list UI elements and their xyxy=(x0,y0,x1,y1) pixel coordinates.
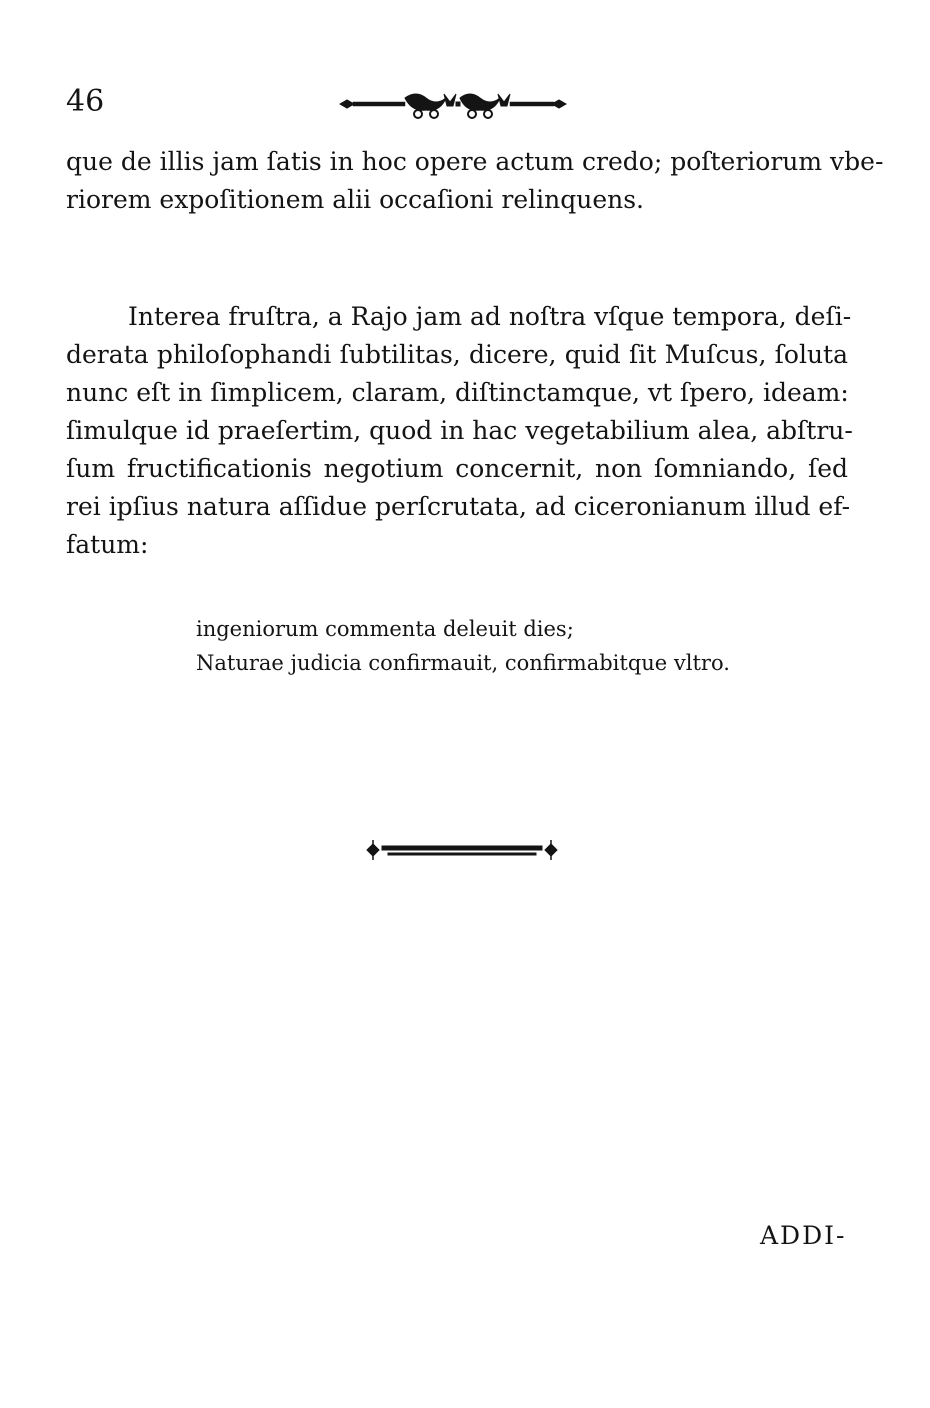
text-line: nunc eſt in ſimplicem, claram, diſtinctamque, vt ſpero, ideam: xyxy=(66,378,849,407)
tailpiece-ornament-icon xyxy=(364,836,560,864)
text-line: derata philoſophandi ſubtilitas, dicere, quid ſit Muſcus, ſoluta xyxy=(66,340,848,369)
catchword: ADDI- xyxy=(760,1221,847,1250)
text-line: riorem expoſitionem alii occaſioni relinquens. xyxy=(66,185,644,214)
quote-line: Naturae judicia confirmauit, confirmabitque vltro. xyxy=(196,651,730,675)
page-number: 46 xyxy=(66,84,105,119)
header-ornament-icon xyxy=(338,88,568,122)
block-quote xyxy=(196,612,730,680)
text-line: que de illis jam ſatis in hoc opere actum credo; poſteriorum vbe- xyxy=(66,147,884,176)
text-line: Interea fruſtra, a Rajo jam ad noſtra vſque tempora, deſi- xyxy=(128,302,852,331)
text-line: ſum fructificationis negotium concernit, non ſomniando, ſed xyxy=(66,454,848,483)
text-line: fatum: xyxy=(66,530,149,559)
paragraph-continuation xyxy=(66,143,884,219)
paragraph-main xyxy=(66,298,853,564)
text-line: rei ipſius natura aſſidue perſcrutata, ad ciceronianum illud ef- xyxy=(66,492,851,521)
text-line: ſimulque id praeſertim, quod in hac vegetabilium alea, abſtru- xyxy=(66,416,853,445)
quote-line: ingeniorum commenta deleuit dies; xyxy=(196,617,574,641)
